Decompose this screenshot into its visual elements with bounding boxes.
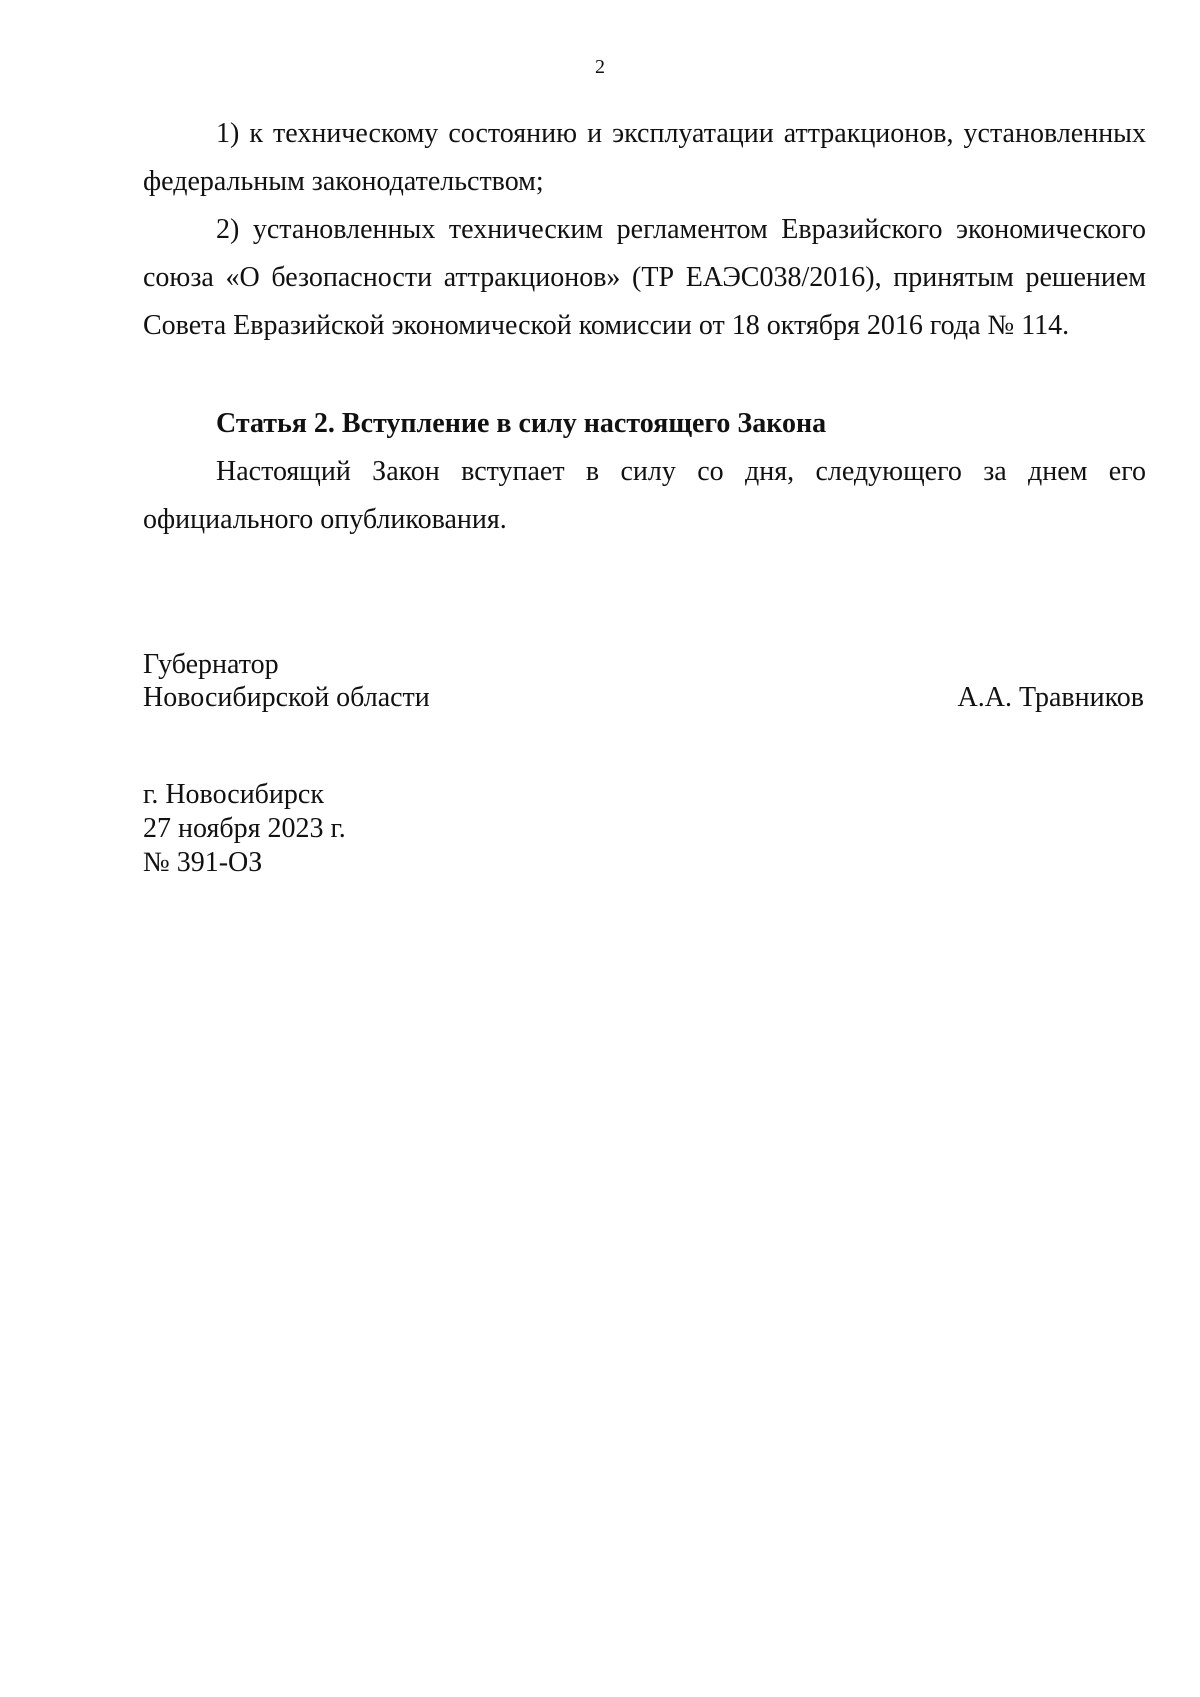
position-line-1: Губернатор [143,649,279,680]
list-item-2: 2) установленных техническим регламентом Евразийского экономического союза «О безопасности аттракционов» (ТР ЕАЭС038/2016), принятым решением Совета Евразийской экономической комиссии от 18 октября 2016 года № 114. [143,214,1146,341]
position-line-2: Новосибирской области [143,682,430,713]
city: г. Новосибирск [143,779,324,810]
date: 27 ноября 2023 г. [143,813,346,844]
page-number: 2 [595,56,605,78]
signature-position [143,648,430,714]
list-item-1: 1) к техническому состоянию и эксплуатации аттракционов, установленных федеральным законодательством; [143,118,1146,197]
place-date-number [143,778,346,880]
signatory-name: А.А. Травников [957,682,1144,713]
article-heading: Статья 2. Вступление в силу настоящего Закона [216,408,827,439]
law-number: № 391-ОЗ [143,847,263,878]
article-text: Настоящий Закон вступает в силу со дня, следующего за днем его официального опубликования. [143,456,1146,535]
